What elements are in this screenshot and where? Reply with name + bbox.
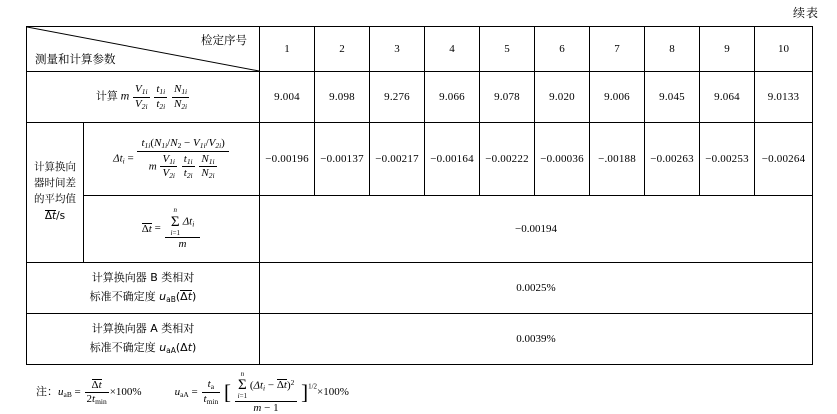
footnote-uaA: uaA = $\frac{ta}{tmin}$ [ n Σ i=1 $(\Delta t_i - \Delta t)^2$ m − 1 ]$^{1/2}$×100% [174, 370, 349, 414]
cell-m-3: 9.276 [370, 72, 425, 123]
row-label-uaB [27, 263, 260, 314]
cell-m-4: 9.066 [425, 72, 480, 123]
cell-dti-4: −0.00164 [425, 123, 480, 196]
label-line-1: 计算换向器 A 类相对 [91, 322, 195, 336]
header-sequence-label: 检定序号 [201, 33, 247, 47]
cell-uaB-value: 0.0025% [260, 263, 813, 314]
header-seq-1: 1 [260, 27, 315, 72]
bracket-right: ] [301, 380, 309, 405]
cell-dti-6: −0.00036 [535, 123, 590, 196]
table-row [27, 123, 813, 196]
row-label-stack [27, 123, 83, 262]
header-seq-9: 9 [700, 27, 755, 72]
footnote-uaB: uaB = $\frac{\Delta t}{2tmin}$ ×100% [58, 379, 142, 406]
summation-icon: n Σ i=1 [170, 206, 180, 237]
label-line-2: 标准不确定度 uaA(Δt) [89, 340, 197, 356]
cell-m-5: 9.078 [480, 72, 535, 123]
continued-label: 续表 [792, 6, 819, 20]
row-label-avg-time-diff [27, 123, 260, 263]
row-label-uaA [27, 314, 260, 365]
label-line-4: Δt/s [44, 210, 66, 223]
label-line-2: 标准不确定度 uaB(Δt) [89, 289, 197, 305]
cell-m-7: 9.006 [590, 72, 645, 123]
fraction-delta-t-mean: n Σ i=1 $\Delta t_i$ m [165, 207, 201, 250]
table-row [27, 314, 813, 365]
cell-m-1: 9.004 [260, 72, 315, 123]
table-row [27, 72, 813, 123]
cell-dti-10: −0.00264 [755, 123, 813, 196]
formula-delta-t-mean: Δt = n Σ i=1 $\Delta t_i$ m [83, 196, 259, 262]
cell-m-9: 9.064 [700, 72, 755, 123]
label-line-1: 计算换向器 B 类相对 [91, 271, 195, 285]
cell-dti-1: −0.00196 [260, 123, 315, 196]
header-seq-10: 10 [755, 27, 813, 72]
table-header-row [27, 27, 813, 72]
fraction-t1-t2: $\frac{t_{1i}}{t_{2i}}$ [156, 82, 166, 111]
formula-delta-ti: $\Delta t_i$ = $t_{1i}(N_{1i}/N2 - V_{1i}/V_{2i})$ m $\frac{V_{1i}}{V_{2i}}$ $\frac{t_{1i}}{t_{2i}}$ $\frac{N_{1i}}{N_{2i}}$ [83, 123, 259, 196]
summation-icon: n Σ i=1 [237, 370, 248, 401]
cell-m-8: 9.045 [645, 72, 700, 123]
fraction-variance: n Σ i=1 $(\Delta t_i - \Delta t)^2$ m − 1 [235, 371, 298, 414]
header-seq-2: 2 [315, 27, 370, 72]
symbol-m: m [120, 88, 130, 103]
footnote-prefix: 注： [36, 385, 58, 399]
cell-dti-3: −0.00217 [370, 123, 425, 196]
cell-m-10: 9.0133 [755, 72, 813, 123]
table-row [27, 263, 813, 314]
fraction-v1-v2: $\frac{V_{1i}}{V_{2i}}$ [135, 82, 148, 111]
cell-dti-7: −.00188 [590, 123, 645, 196]
fraction-delta-ti: $t_{1i}(N_{1i}/N2 - V_{1i}/V_{2i})$ m $\frac{V_{1i}}{V_{2i}}$ $\frac{t_{1i}}{t_{2i}}$ $\frac{N_{1i}}{N_{2i}}$ [137, 137, 228, 181]
fraction-uaB: $\frac{\Delta t}{2tmin}$ [86, 379, 107, 406]
header-parameter-label: 测量和计算参数 [35, 52, 116, 66]
header-seq-3: 3 [370, 27, 425, 72]
fraction-n1-n2: $\frac{N_{1i}}{N_{2i}}$ [173, 82, 188, 111]
header-seq-6: 6 [535, 27, 590, 72]
cell-dti-2: −0.00137 [315, 123, 370, 196]
cell-dti-5: −0.00222 [480, 123, 535, 196]
cell-delta-t-mean-value: −0.00194 [260, 196, 813, 263]
cell-dti-8: −0.00263 [645, 123, 700, 196]
cell-m-2: 9.098 [315, 72, 370, 123]
header-seq-5: 5 [480, 27, 535, 72]
header-corner-cell [27, 27, 260, 72]
header-seq-8: 8 [645, 27, 700, 72]
header-seq-4: 4 [425, 27, 480, 72]
cell-uaA-value: 0.0039% [260, 314, 813, 365]
header-seq-7: 7 [590, 27, 645, 72]
row-label-calc-m [27, 72, 260, 123]
fraction-ta-tmin: $\frac{ta}{tmin}$ [203, 378, 219, 407]
label-line-2: 器时间差 [34, 176, 76, 189]
row-label-text: 计算 [95, 89, 118, 103]
bracket-left: [ [223, 380, 231, 405]
cell-m-6: 9.020 [535, 72, 590, 123]
label-line-1: 计算换向 [34, 161, 76, 173]
footnote [36, 371, 349, 414]
measurement-table [26, 26, 813, 365]
label-line-3: 的平均值 [34, 192, 76, 205]
cell-dti-9: −0.00253 [700, 123, 755, 196]
